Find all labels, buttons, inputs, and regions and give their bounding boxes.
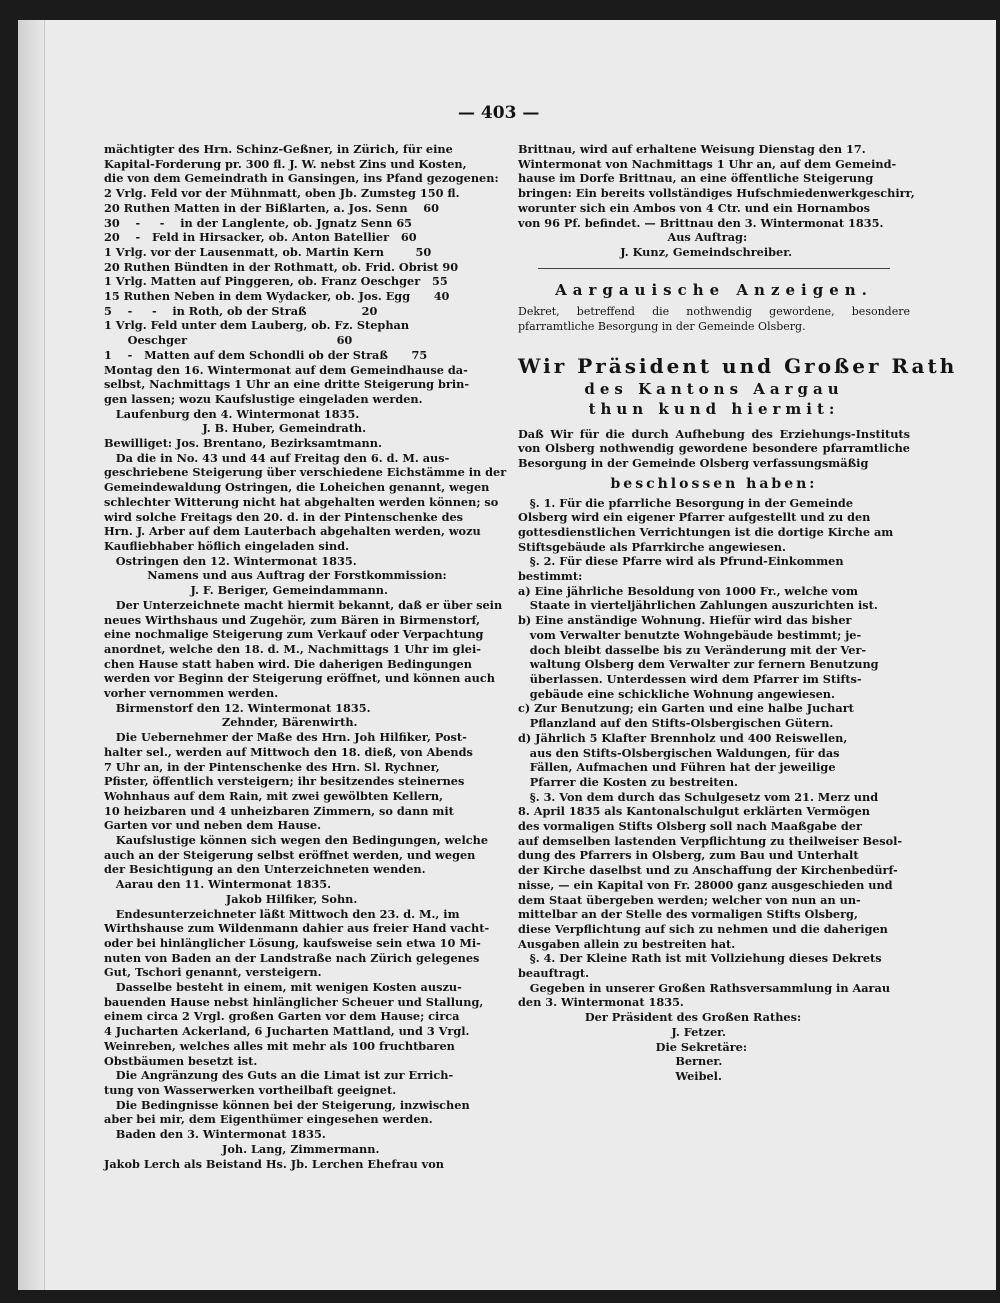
text-line: Jakob Hilfiker, Sohn. — [104, 891, 358, 906]
text-line: Dasselbe besteht in einem, mit wenigen Kosten auszu- — [104, 980, 462, 995]
text-line: wird solche Freitags den 20. d. in der Pintenschenke des — [104, 509, 464, 524]
proclamation-line-2: des Kantons Aargau — [584, 379, 844, 398]
text-line: vorher vernommen werden. — [104, 686, 279, 701]
text-line: 15 Ruthen Neben in dem Wydacker, ob. Jos. Egg 40 — [104, 289, 450, 304]
proclamation-line-1: Wir Präsident und Großer Rath — [518, 353, 958, 378]
resolved-heading: beschlossen haben: — [610, 475, 818, 492]
text-line: 20 Ruthen Matten in der Bißlarten, a. Jos. Senn 60 — [104, 200, 440, 215]
text-line: 20 Ruthen Bündten in der Rothmatt, ob. Frid. Obrist 90 — [104, 259, 459, 274]
text-line: Hrn. J. Arber auf dem Lauterbach abgehalten werden, wozu — [104, 524, 481, 539]
text-line: Montag den 16. Wintermonat auf dem Gemeindhause da- — [104, 362, 468, 377]
text-line: gebäude eine schickliche Wohnung angewiesen. — [518, 686, 835, 701]
text-line: Die Angränzung des Guts an die Limat ist zur Errich- — [104, 1068, 454, 1083]
text-line: doch bleibt dasselbe bis zu Veränderung mit der Ver- — [518, 642, 867, 657]
text-line: aber bei mir, dem Eigenthümer eingesehen werden. — [104, 1112, 433, 1127]
text-line: Birmenstorf den 12. Wintermonat 1835. — [104, 700, 371, 715]
text-line: 1 Vrlg. Matten auf Pinggeren, ob. Franz Oeschger 55 — [104, 274, 448, 289]
text-line: selbst, Nachmittags 1 Uhr an eine dritte Steigerung brin- — [104, 377, 470, 392]
text-line: beauftragt. — [518, 966, 590, 981]
text-line: J. Kunz, Gemeindschreiber. — [518, 244, 793, 259]
text-line: diese Verpflichtung auf sich zu nehmen und die daherigen — [518, 921, 888, 936]
text-line: 8. April 1835 als Kantonalschulgut erklärten Vermögen — [518, 804, 871, 819]
text-line: auf demselben lastenden Verpflichtung zu theilweiser Besol- — [518, 833, 903, 848]
divider — [538, 268, 890, 269]
text-line: bestimmt: — [518, 569, 583, 584]
text-line: Wohnhaus auf dem Rain, mit zwei gewölbten Kellern, — [104, 788, 444, 803]
text-line: 5 - - in Roth, ob der Straß 20 — [104, 303, 378, 318]
text-line: schlechter Witterung nicht hat abgehalten werden können; so — [104, 494, 499, 509]
text-line: halter sel., werden auf Mittwoch den 18. dieß, von Abends — [104, 744, 473, 759]
text-line: Gemeindewaldung Ostringen, die Loheichen genannt, wegen — [104, 480, 490, 495]
text-line: §. 4. Der Kleine Rath ist mit Vollziehung dieses Dekrets — [518, 951, 882, 966]
text-line: Zehnder, Bärenwirth. — [104, 715, 358, 730]
right-column — [518, 142, 958, 1084]
text-line: Brittnau, wird auf erhaltene Weisung Dienstag den 17. — [518, 142, 866, 156]
text-line: 1 Vrlg. Feld unter dem Lauberg, ob. Fz. Stephan — [104, 318, 410, 333]
text-line: Aarau den 11. Wintermonat 1835. — [104, 877, 332, 892]
text-line: mittelbar an der Stelle des vormaligen Stifts Olsberg, — [518, 907, 858, 922]
text-line: Stiftsgebäude als Pfarrkirche angewiesen. — [518, 539, 786, 554]
text-line: bringen: Ein bereits vollständiges Hufschmiedenwerkgeschirr, — [518, 186, 915, 201]
text-line: §. 2. Für diese Pfarre wird als Pfrund-Einkommen — [518, 554, 844, 569]
text-line: waltung Olsberg dem Verwalter zur fernern Benutzung — [518, 657, 879, 672]
text-line: hause im Dorfe Brittnau, an eine öffentliche Steigerung — [518, 171, 874, 186]
text-line: der Kirche daselbst und zu Anschaffung der Kirchenbedürf- — [518, 863, 898, 878]
text-line: Endesunterzeichneter läßt Mittwoch den 23. d. M., im — [104, 906, 460, 921]
text-line: der Besichtigung an den Unterzeichneten wenden. — [104, 862, 426, 877]
page-binding-edge — [18, 20, 45, 1290]
text-line: geschriebene Steigerung über verschiedene Eichstämme in der — [104, 465, 507, 480]
text-line: Obstbäumen besetzt ist. — [104, 1053, 258, 1068]
text-line: neues Wirthshaus und Zugehör, zum Bären in Birmenstorf, — [104, 612, 481, 627]
page-number: — 403 — — [458, 103, 540, 123]
text-line: werden vor Beginn der Steigerung eröffnet, und können auch — [104, 671, 495, 686]
text-line: §. 3. Von dem durch das Schulgesetz vom 21. Merz und — [518, 789, 879, 804]
text-line: Kapital-Forderung pr. 300 fl. J. W. nebst Zins und Kosten, — [104, 156, 467, 171]
text-line: die von dem Gemeindrath in Gansingen, ins Pfand gezogenen: — [104, 171, 499, 186]
text-line: dem Staat übergeben werden; welcher von nun an un- — [518, 892, 861, 907]
text-line: Berner. — [518, 1054, 723, 1069]
text-line: Gut, Tschori genannt, versteigern. — [104, 965, 322, 980]
text-line: Joh. Lang, Zimmermann. — [104, 1141, 380, 1156]
text-line: Garten vor und neben dem Hause. — [104, 818, 322, 833]
text-line: J. F. Beriger, Gemeindammann. — [104, 583, 388, 598]
text-line: einem circa 2 Vrgl. großen Garten vor dem Hause; circa — [104, 1009, 460, 1024]
text-line: Kaufslustige können sich wegen den Bedingungen, welche — [104, 833, 489, 848]
text-line: überlassen. Unterdessen wird dem Pfarrer im Stifts- — [518, 671, 862, 686]
text-line: d) Jährlich 5 Klafter Brennholz und 400 Reiswellen, — [518, 730, 848, 745]
text-line: Olsberg wird ein eigener Pfarrer aufgestellt und zu den — [518, 510, 871, 525]
text-line: Die Uebernehmer der Maße des Hrn. Joh Hilfiker, Post- — [104, 730, 467, 745]
text-line: a) Eine jährliche Besoldung von 1000 Fr., welche vom — [518, 583, 858, 598]
section-title: Aargauische Anzeigen. — [555, 280, 873, 299]
text-line: Aus Auftrag: — [518, 230, 748, 245]
text-line: 10 heizbaren und 4 unheizbaren Zimmern, so dann mit — [104, 803, 454, 818]
text-line: des vormaligen Stifts Olsberg soll nach Maaßgabe der — [518, 819, 862, 834]
text-line: den 3. Wintermonat 1835. — [518, 995, 684, 1010]
text-line: Wintermonat von Nachmittags 1 Uhr an, auf dem Gemeind- — [518, 156, 897, 171]
text-line: tung von Wasserwerken vortheilbaft geeignet. — [104, 1083, 397, 1097]
preamble: Daß Wir für die durch Aufhebung des Erziehungs-Instituts von Olsberg nothwendig gewordene besondere pfarramtliche Besorgung in der Gemeinde Olsberg verfassungsmäßig — [518, 426, 910, 471]
text-line: 30 - - in der Langlente, ob. Jgnatz Senn 65 — [104, 215, 413, 230]
text-line: Da die in No. 43 und 44 auf Freitag den 6. d. M. aus- — [104, 450, 450, 465]
text-line: chen Hause statt haben wird. Die daherigen Bedingungen — [104, 656, 472, 671]
text-line: von 96 Pf. befindet. — Brittnau den 3. Wintermonat 1835. — [518, 215, 884, 230]
newspaper-page — [18, 20, 996, 1290]
decree-heading: Dekret, betreffend die nothwendig gewordene, besondere pfarramtliche Besorgung in der Gemeinde Olsberg. — [518, 305, 910, 334]
text-line: J. B. Huber, Gemeindrath. — [104, 421, 367, 436]
text-line: Kaufliebhaber höflich eingeladen sind. — [104, 538, 350, 553]
text-line: c) Zur Benutzung; ein Garten und eine halbe Juchart — [518, 701, 854, 716]
text-line: Weinreben, welches alles mit mehr als 100 fruchtbaren — [104, 1038, 455, 1053]
text-line: 2 Vrlg. Feld vor der Mühnmatt, oben Jb. Zumsteg 150 fl. — [104, 186, 460, 201]
text-line: Weibel. — [518, 1068, 722, 1083]
text-line: oder bei hinlänglicher Lösung, kaufsweise sein etwa 10 Mi- — [104, 935, 481, 950]
text-line: gottesdienstlichen Verrichtungen ist die dortige Kirche am — [518, 524, 894, 539]
text-line: Baden den 3. Wintermonat 1835. — [104, 1127, 326, 1142]
decree-body — [518, 496, 910, 1084]
text-line: Gegeben in unserer Großen Rathsversammlung in Aarau — [518, 980, 891, 995]
text-line: Bewilliget: Jos. Brentano, Bezirksamtmann. — [104, 436, 382, 451]
text-line: gen lassen; wozu Kaufslustige eingeladen werden. — [104, 391, 423, 406]
text-line: Der Präsident des Großen Rathes: — [518, 1010, 802, 1025]
text-line: eine nochmalige Steigerung zum Verkauf oder Verpachtung — [104, 627, 484, 642]
text-line: b) Eine anständige Wohnung. Hiefür wird das bisher — [518, 613, 852, 628]
text-line: Staate in vierteljährlichen Zahlungen auszurichten ist. — [518, 598, 878, 613]
brittnau-notice — [518, 142, 915, 260]
text-line: Ausgaben allein zu bestreiten hat. — [518, 936, 736, 951]
text-line: Pfister, öffentlich versteigern; ihr besitzendes steinernes — [104, 774, 465, 789]
text-line: Die Bedingnisse können bei der Steigerung, inzwischen — [104, 1097, 470, 1112]
text-line: Fällen, Aufmachen und Führen hat der jeweilige — [518, 760, 836, 775]
text-line: nisse, — ein Kapital von Fr. 28000 ganz ausgeschieden und — [518, 877, 893, 892]
text-line: dung des Pfarrers in Olsberg, zum Bau und Unterhalt — [518, 848, 859, 863]
text-line: Pflanzland auf den Stifts-Olsbergischen Gütern. — [518, 716, 834, 731]
proclamation-line-3: thun kund hiermit: — [588, 399, 840, 418]
text-line: Wirthshause zum Wildenmann dahier aus freier Hand vacht- — [104, 921, 490, 936]
text-line: J. Fetzer. — [518, 1024, 726, 1039]
text-line: 4 Jucharten Ackerland, 6 Jucharten Mattland, und 3 Vrgl. — [104, 1024, 470, 1039]
text-line: anordnet, welche den 18. d. M., Nachmittags 1 Uhr im glei- — [104, 641, 481, 656]
text-line: Namens und aus Auftrag der Forstkommission: — [104, 568, 447, 583]
text-line: Laufenburg den 4. Wintermonat 1835. — [104, 406, 360, 421]
text-line: aus den Stifts-Olsbergischen Waldungen, für das — [518, 745, 840, 760]
text-line: auch an der Steigerung selbst eröffnet werden, und wegen — [104, 847, 476, 862]
text-line: Oeschger 60 — [104, 333, 353, 348]
text-line: Der Unterzeichnete macht hiermit bekannt, daß er über sein — [104, 597, 503, 612]
text-line: 20 - Feld in Hirsacker, ob. Anton Batellier 60 — [104, 230, 417, 245]
left-column — [104, 142, 507, 1171]
text-line: Jakob Lerch als Beistand Hs. Jb. Lerchen Ehefrau von — [104, 1156, 444, 1171]
text-line: 1 Vrlg. vor der Lausenmatt, ob. Martin Kern 50 — [104, 244, 432, 259]
text-line: §. 1. Für die pfarrliche Besorgung in der Gemeinde — [518, 495, 854, 510]
text-line: bauenden Hause nebst hinlänglicher Scheuer und Stallung, — [104, 994, 484, 1009]
text-line: Die Sekretäre: — [518, 1039, 748, 1054]
text-line: Pfarrer die Kosten zu bestreiten. — [518, 774, 738, 789]
text-line: 7 Uhr an, in der Pintenschenke des Hrn. Sl. Rychner, — [104, 759, 440, 774]
text-line: mächtigter des Hrn. Schinz-Geßner, in Zürich, für eine — [104, 142, 453, 156]
text-line: Ostringen den 12. Wintermonat 1835. — [104, 553, 357, 568]
text-line: vom Verwalter benutzte Wohngebäude bestimmt; je- — [518, 627, 862, 642]
text-line: 1 - Matten auf dem Schondli ob der Straß 75 — [104, 347, 428, 362]
text-line: nuten von Baden an der Landstraße nach Zürich gelegenes — [104, 950, 480, 965]
text-line: worunter sich ein Ambos von 4 Ctr. und ein Hornambos — [518, 200, 871, 215]
